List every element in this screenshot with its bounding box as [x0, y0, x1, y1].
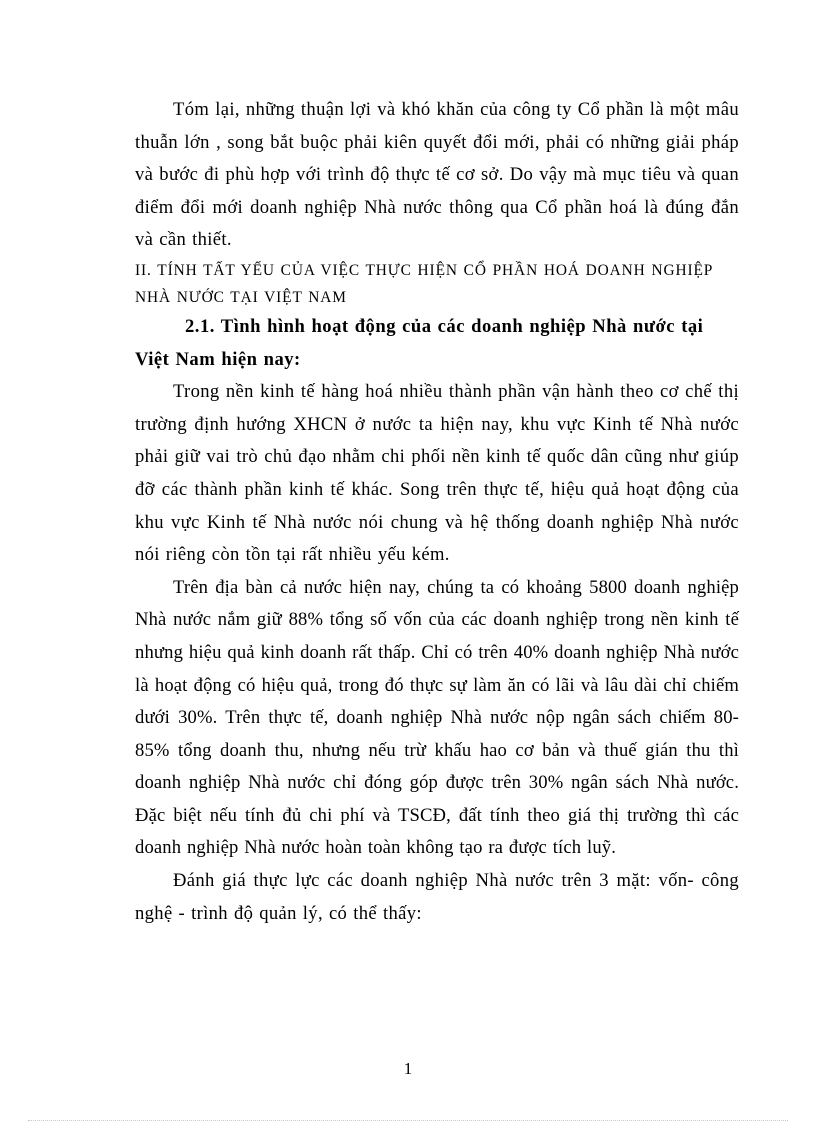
page-number: 1 [403, 1059, 413, 1078]
paragraph-statistics: Trên địa bàn cả nước hiện nay, chúng ta có khoảng 5800 doanh nghiệp Nhà nước nắm giữ 88% tổng số vốn của các doanh nghiệp trong nền kinh tế nhưng hiệu quả kinh doanh rất thấp. Chỉ có trên 40% doanh nghiệp Nhà nước là hoạt động có hiệu quả, trong đó thực sự làm ăn có lãi và lâu dài chỉ chiếm dưới 30%. Trên thực tế, doanh nghiệp Nhà nước nộp ngân sách chiếm 80-85% tổng doanh thu, nhưng nếu trừ khấu hao cơ bản và thuế gián thu thì doanh nghiệp Nhà nước chỉ đóng góp được trên 30% ngân sách Nhà nước. Đặc biệt nếu tính đủ chi phí và TSCĐ, đất tính theo giá thị trường thì các doanh nghiệp Nhà nước hoàn toàn không tạo ra được tích luỹ. [135, 576, 739, 859]
subsection-heading: 2.1. Tình hình hoạt động của các doanh nghiệp Nhà nước tại Việt Nam hiện nay: [135, 315, 704, 370]
paragraph-state-economy: Trong nền kinh tế hàng hoá nhiều thành phần vận hành theo cơ chế thị trường định hướng XHCN ở nước ta hiện nay, khu vực Kinh tế Nhà nước phải giữ vai trò chủ đạo nhằm chi phối nền kinh tế quốc dân cũng như giúp đỡ các thành phần kinh tế khác. Song trên thực tế, hiệu quả hoạt động của khu vực Kinh tế Nhà nước nói chung và hệ thống doanh nghiệp Nhà nước nói riêng còn tồn tại rất nhiều yếu kém. [135, 381, 739, 566]
footer-divider [28, 1120, 788, 1121]
paragraph-assessment: Đánh giá thực lực các doanh nghiệp Nhà nước trên 3 mặt: vốn- công nghệ - trình độ quản lý, có thể thấy: [135, 870, 739, 924]
paragraph-summary: Tóm lại, những thuận lợi và khó khăn của công ty Cổ phần là một mâu thuẫn lớn , song bắt buộc phải kiên quyết đổi mới, phải có những giải pháp và bước đi phù hợp với trình độ thực tế cơ sở. Do vậy mà mục tiêu và quan điểm đổi mới doanh nghiệp Nhà nước thông qua Cổ phần hoá là đúng đắn và cần thiết. [135, 99, 739, 251]
section-heading: II. TÍNH TẤT YẾU CỦA VIỆC THỰC HIỆN CỔ PHẦN HOÁ DOANH NGHIỆP NHÀ NƯỚC TẠI VIỆT NAM [135, 261, 713, 306]
document-body [135, 94, 739, 930]
